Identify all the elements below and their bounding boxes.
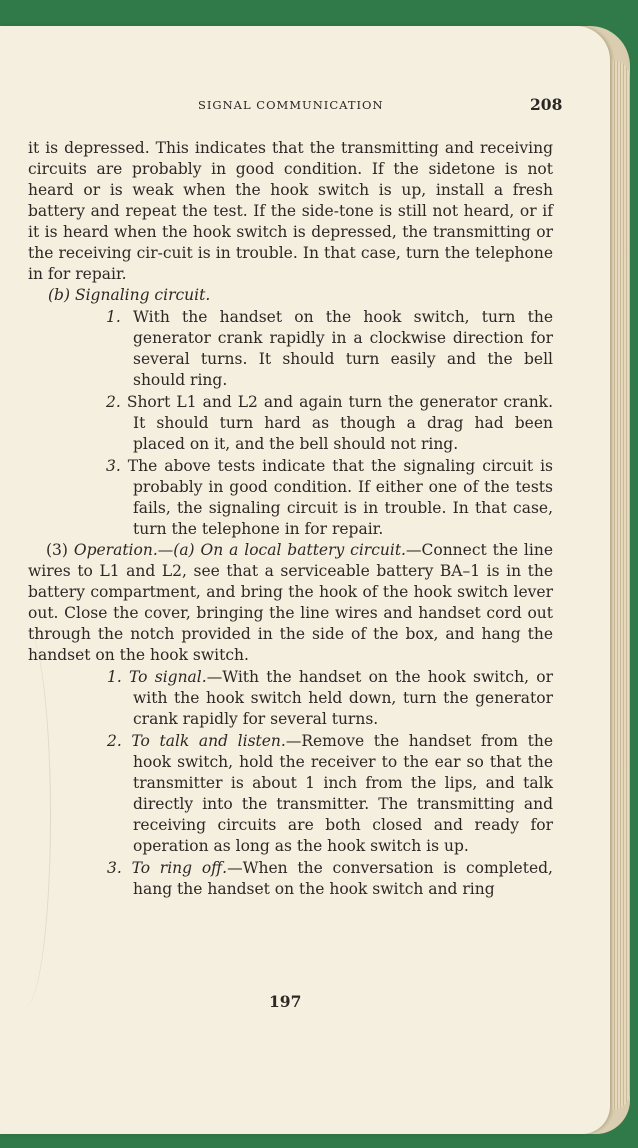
list-item — [106, 456, 553, 540]
item-number: 2. — [107, 732, 122, 750]
list-item — [106, 307, 553, 391]
list-item — [107, 731, 553, 857]
operation-label: (3) — [46, 541, 68, 559]
list-item — [106, 392, 553, 455]
list-item — [107, 667, 553, 730]
item-lead: To — [131, 859, 151, 877]
item-number: 3. — [106, 457, 121, 475]
item-number: 1. — [107, 668, 122, 686]
continuation-paragraph: it is depressed. This indicates that the transmitting and receiving circuits are probably in good condition. If the sidetone is not heard or is weak when the hook switch is up, install a fresh battery and repeat the test. If the side-tone is still not heard, or if it is heard when the hook switch is depressed, the transmitting or the receiving cir-cuit is in trouble. In that case, turn the telephone in for repair. — [28, 139, 553, 283]
item-number: 1. — [106, 308, 121, 326]
item-text: —With the handset on the hook switch, or with the hook switch held down, turn the generator crank rapidly for several turns. — [133, 668, 553, 728]
item-text: With the handset on the hook switch, turn the generator crank rapidly in a clockwise direction for several turns. It should turn easily and the bell should ring. — [133, 308, 553, 389]
item-number: 3. — [107, 859, 122, 877]
item-heading: ring off. — [159, 859, 228, 877]
page-number-bottom: 197 — [269, 992, 302, 1011]
operation-text: —Connect the line wires to L1 and L2, see that a serviceable battery BA–1 is in the battery compartment, and bring the hook of the hook switch lever out. Close the cover, bringing the line wires and handset cord out through the notch provided in the side of the box, and hang the handset on the hook switch. — [28, 541, 553, 664]
item-heading: talk and listen. — [159, 732, 286, 750]
item-text: —Remove the handset from the hook switch, hold the receiver to the ear so that the transmitter is about 1 inch from the lips, and talk directly into the transmitter. The transmitting and receiving circuits are both closed and ready for operation as long as the hook switch is up. — [133, 732, 553, 855]
item-heading: signal. — [154, 668, 207, 686]
item-number: 2. — [106, 393, 121, 411]
page-number-top: 208 — [530, 95, 563, 114]
page-stack-edge — [612, 60, 630, 1110]
running-title: SIGNAL COMMUNICATION — [198, 98, 384, 112]
subsection-b-heading — [48, 285, 553, 306]
item-lead: To — [129, 668, 148, 686]
subsection-b-label: (b) — [48, 286, 71, 304]
operation-sub-heading: On a local battery circuit. — [200, 541, 406, 559]
operation-sub-label: —(a) — [157, 541, 195, 559]
item-text: —When the conversation is completed, hang the handset on the hook switch and ring — [133, 859, 553, 898]
item-lead: To — [131, 732, 150, 750]
item-text: Short L1 and L2 and again turn the generator crank. It should turn hard as though a drag had been placed on it, and the bell should not ring. — [126, 393, 553, 453]
operation-heading: Operation. — [73, 541, 158, 559]
subsection-b-title: Signaling circuit. — [74, 286, 211, 304]
list-item — [107, 858, 553, 900]
page-body — [28, 138, 553, 900]
item-text: The above tests indicate that the signaling circuit is probably in good condition. If either one of the tests fails, the signaling circuit is in trouble. In that case, turn the telephone in for repair. — [127, 457, 553, 538]
operation-paragraph — [28, 540, 553, 666]
